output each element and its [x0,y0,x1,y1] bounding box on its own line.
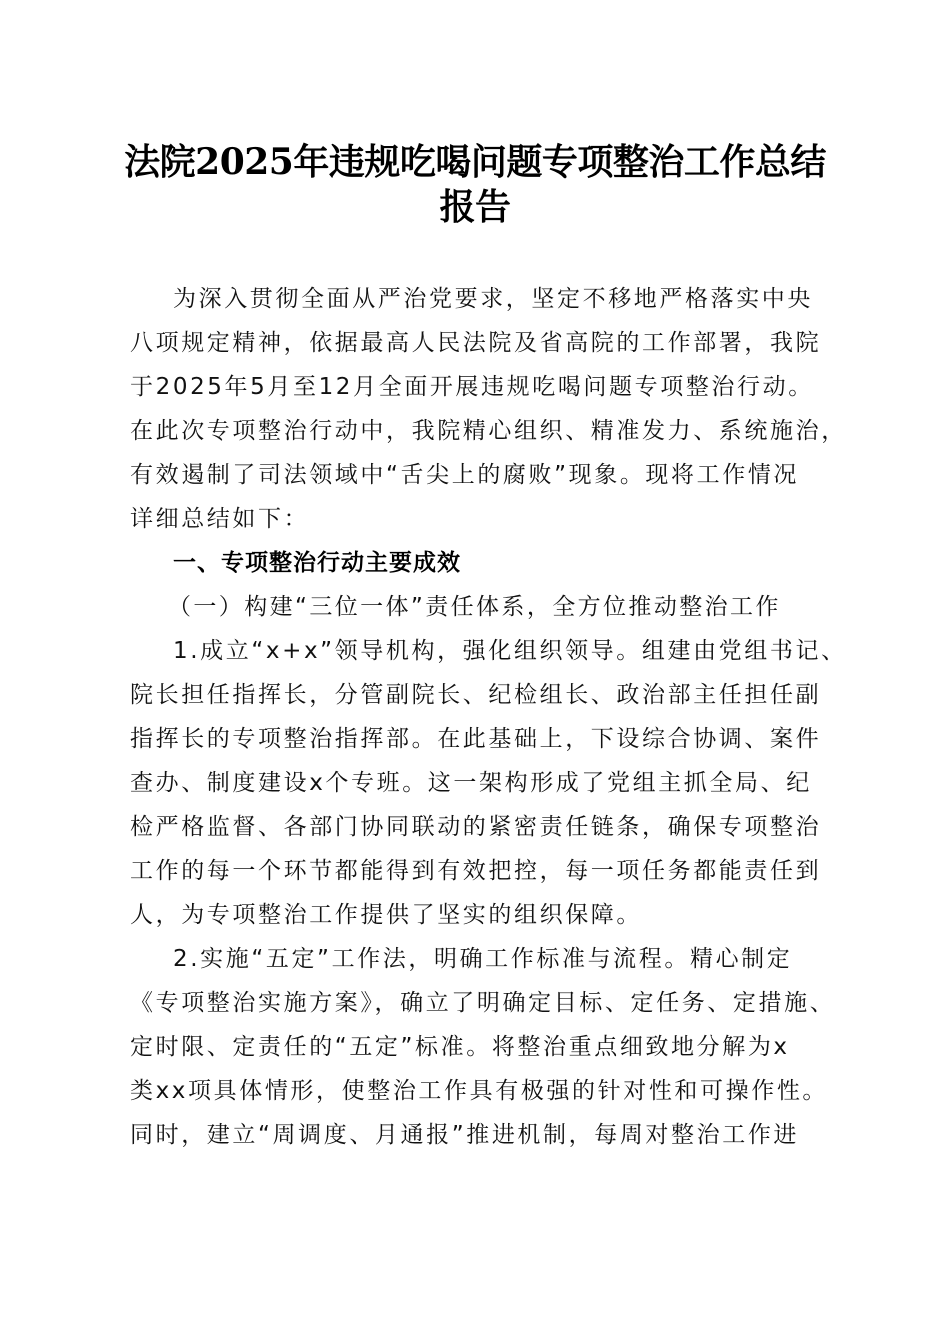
document-title-line-2: 报告 [439,186,511,228]
item2-paragraph-line: 类xx项具体情形，使整治工作具有极强的针对性和可操作性。 [130,1078,829,1104]
item2-paragraph-line: 2.实施“五定”工作法，明确工作标准与流程。精心制定 [173,946,793,972]
intro-paragraph-line: 详细总结如下： [130,506,310,532]
item1-paragraph-line: 院长担任指挥长，分管副院长、纪检组长、政治部主任担任副 [130,682,822,708]
item1-paragraph-line: 工作的每一个环节都能得到有效把控，每一项任务都能责任到 [130,858,822,884]
intro-paragraph-line: 在此次专项整治行动中，我院精心组织、精准发力、系统施治， [130,418,847,444]
intro-paragraph-line: 为深入贯彻全面从严治党要求，坚定不移地严格落实中央 [173,286,813,312]
item1-paragraph-line: 检严格监督、各部门协同联动的紧密责任链条，确保专项整治 [130,814,822,840]
intro-paragraph-line: 八项规定精神，依据最高人民法院及省高院的工作部署，我院 [130,330,822,356]
item1-paragraph-line: 1.成立“x+x”领导机构，强化组织领导。组建由党组书记、 [173,638,847,664]
intro-paragraph-line: 有效遏制了司法领域中“舌尖上的腐败”现象。现将工作情况 [130,462,800,488]
item1-paragraph-line: 人，为专项整治工作提供了坚实的组织保障。 [130,902,642,928]
item2-paragraph-line: 同时，建立“周调度、月通报”推进机制，每周对整治工作进 [130,1122,800,1148]
item1-paragraph-line: 指挥长的专项整治指挥部。在此基础上，下设综合协调、案件 [130,726,822,752]
item2-paragraph-line: 《专项整治实施方案》，确立了明确定目标、定任务、定措施、 [130,990,836,1016]
subsection-heading: （一）构建“三位一体”责任体系，全方位推动整治工作 [168,594,781,620]
item2-paragraph-line: 定时限、定责任的“五定”标准。将整治重点细致地分解为x [130,1034,790,1060]
intro-paragraph-line: 于2025年5月至12月全面开展违规吃喝问题专项整治行动。 [130,374,814,400]
document-title-line-1: 法院2025年违规吃喝问题专项整治工作总结 [124,141,826,183]
section-heading: 一、专项整治行动主要成效 [173,550,461,576]
item1-paragraph-line: 查办、制度建设x个专班。这一架构形成了党组主抓全局、纪 [130,770,812,796]
